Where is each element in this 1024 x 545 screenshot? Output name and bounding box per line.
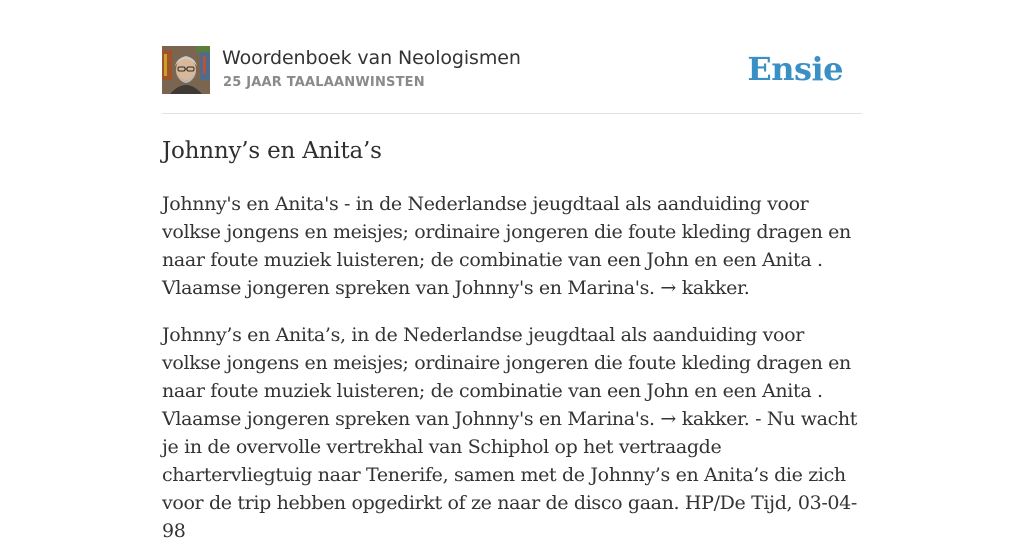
entry-citation: Johnny’s en Anita’s, in de Nederlandse jeugdtaal als aanduiding voor volkse jongens en meisjes; ordinaire jongeren die foute kleding dragen en naar foute muziek luisteren; de combinatie van een John en een Anita . Vlaamse jongeren spreken van Johnny's en Marina's. → kakker. - Nu wacht je in de overvolle vertrekhal van Schiphol op het vertraagde chartervliegtuig naar Tenerife, samen met de Johnny’s en Anita’s die zich voor de trip hebben opgedirkt of ze naar de disco gaan. HP/De Tijd, 03-04-98 <box>162 324 858 542</box>
author-portrait-icon <box>162 46 210 94</box>
entry-title: Johnny’s en Anita’s <box>162 138 382 164</box>
brand-logo[interactable]: Ensie <box>747 50 843 88</box>
site-subtitle: 25 JAAR TAALAANWINSTEN <box>223 75 425 90</box>
site-header <box>162 46 862 96</box>
site-name[interactable]: Woordenboek van Neologismen <box>222 47 521 69</box>
header-divider <box>162 113 862 114</box>
avatar[interactable] <box>162 46 210 94</box>
entry-definition: Johnny's en Anita's - in de Nederlandse jeugdtaal als aanduiding voor volkse jongens en meisjes; ordinaire jongeren die foute kleding dragen en naar foute muziek luisteren; de combinatie van een John en een Anita . Vlaamse jongeren spreken van Johnny's en Marina's. → kakker. <box>162 193 851 299</box>
